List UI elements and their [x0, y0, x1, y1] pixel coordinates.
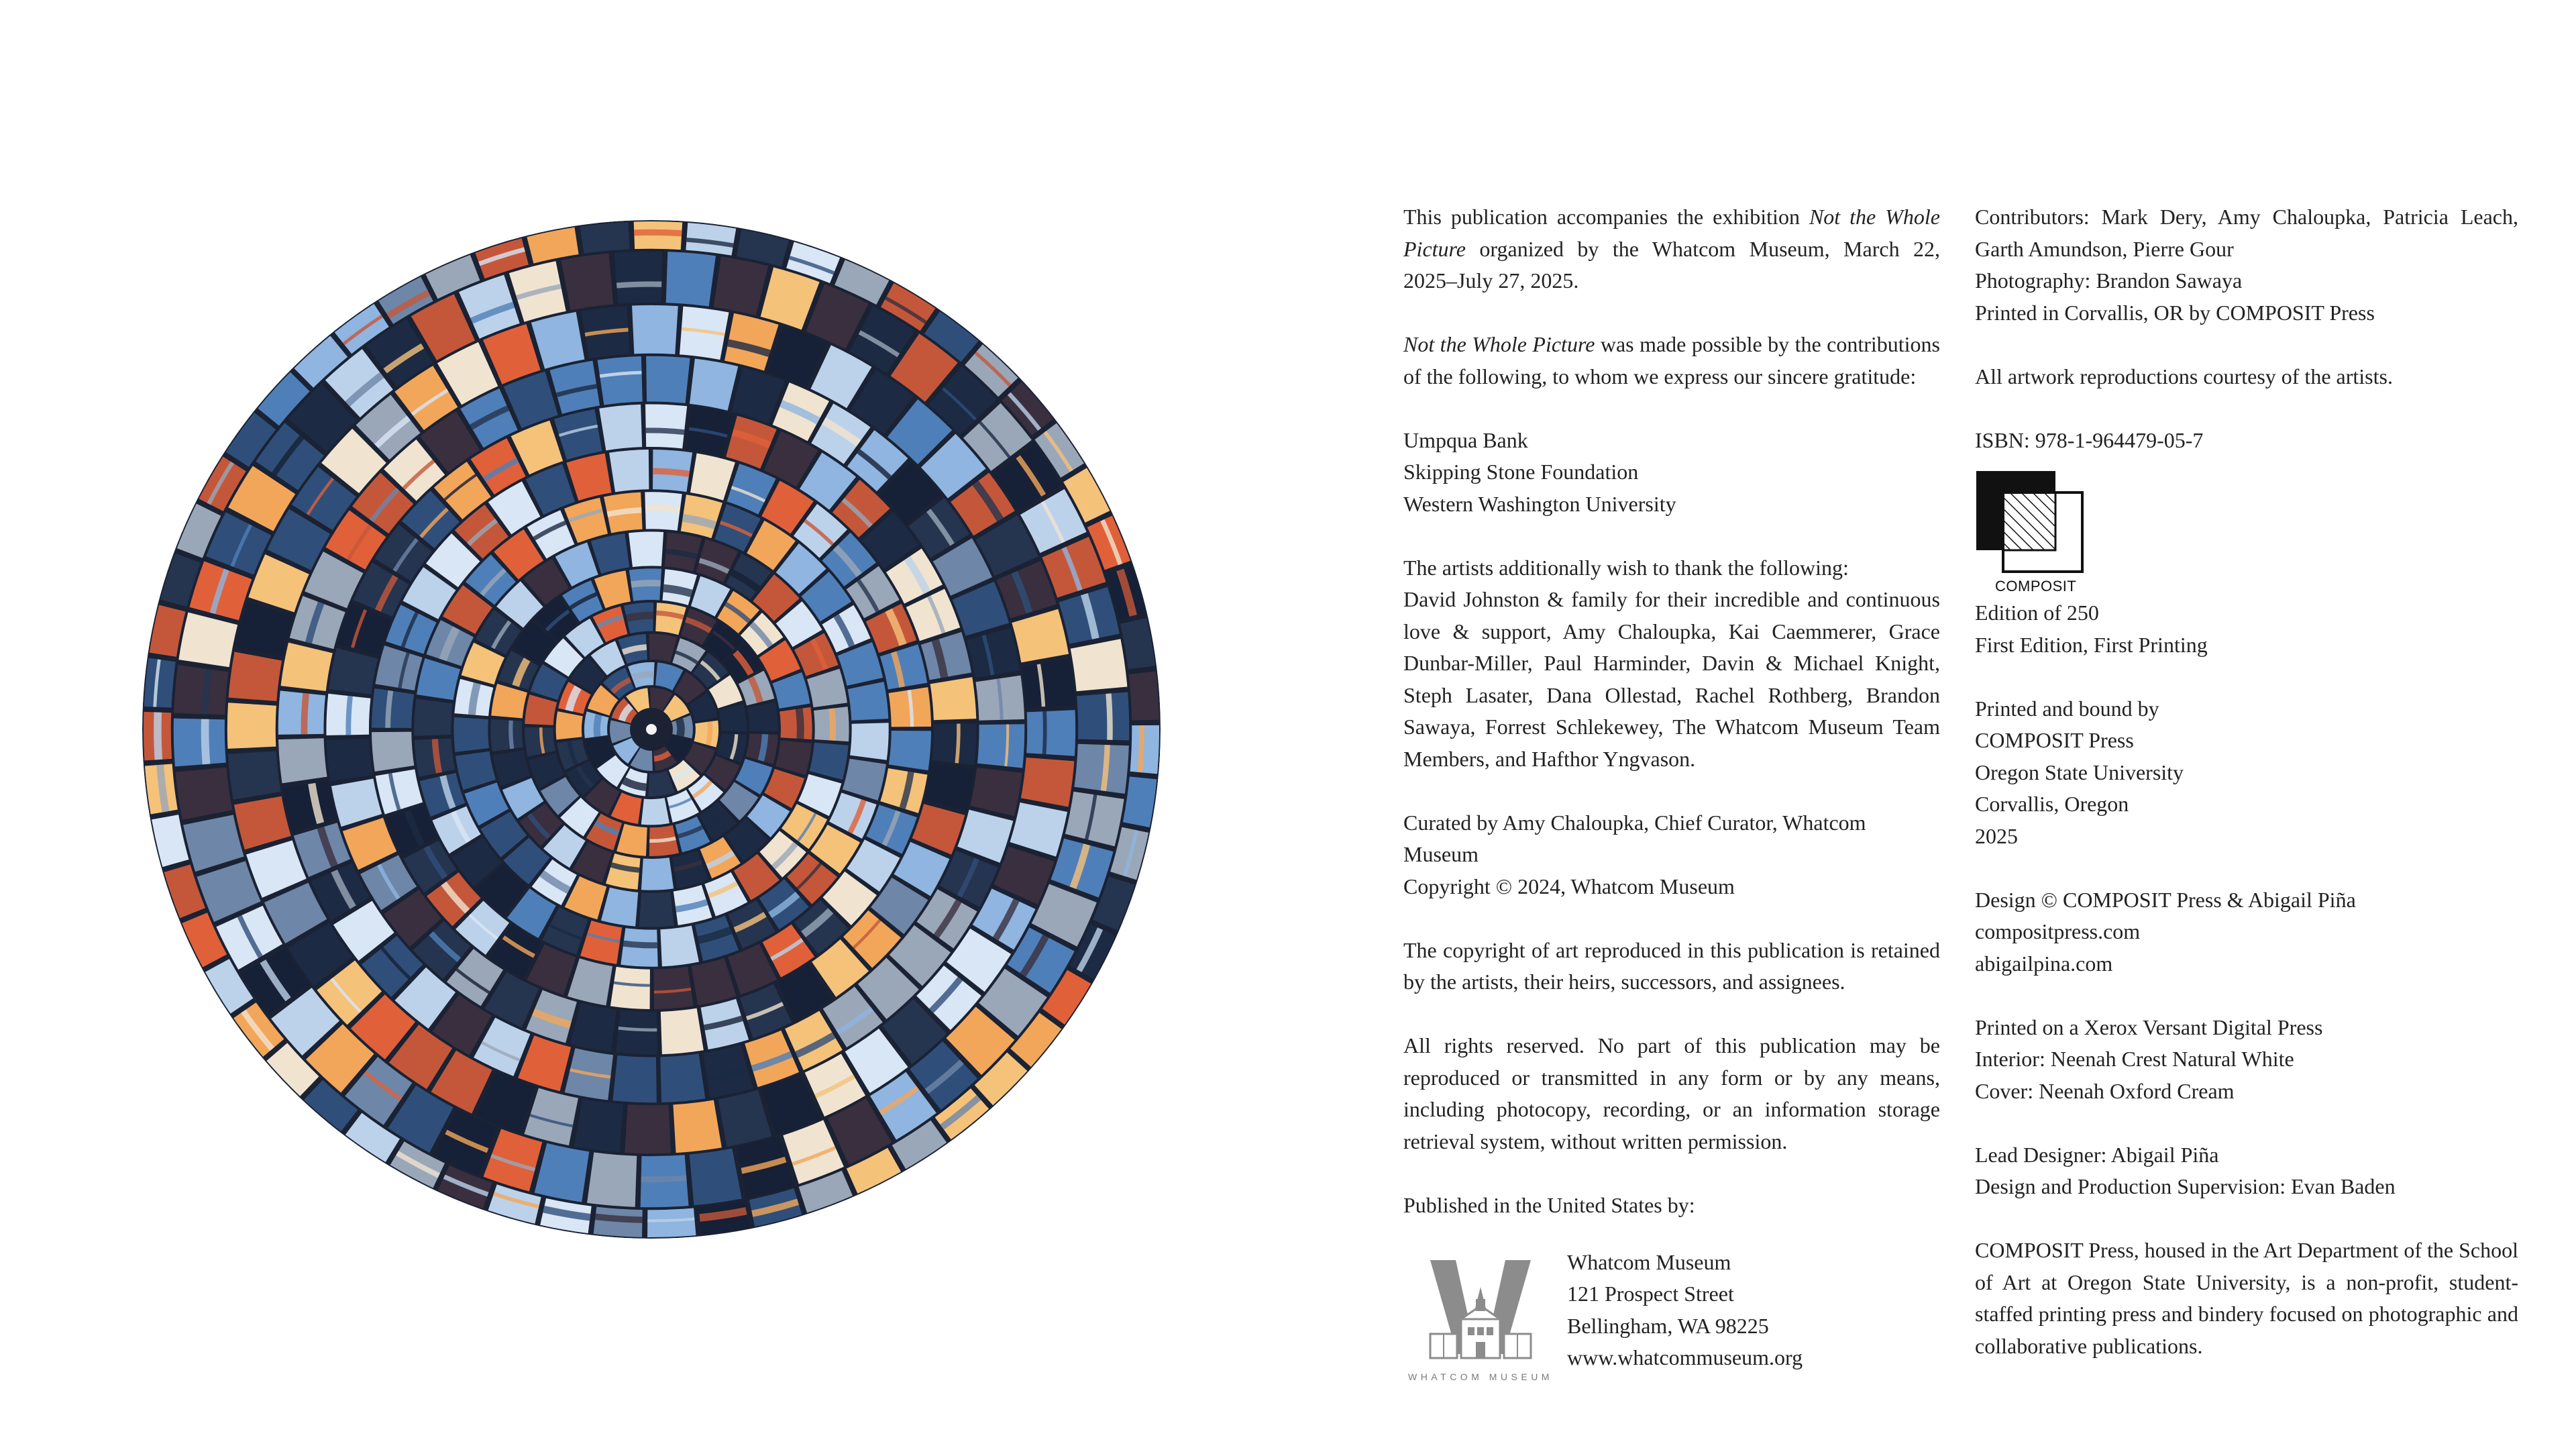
- composit-logo-text: COMPOSIT: [1995, 578, 2077, 594]
- contributors-line: Contributors: Mark Dery, Amy Chaloupka, Patricia Leach, Garth Amundson, Pierre Gour: [1975, 205, 2518, 261]
- whatcom-museum-logo: [1403, 1253, 1558, 1381]
- copyright-line: Copyright © 2024, Whatcom Museum: [1403, 874, 1735, 898]
- published-by: Published in the United States by:: [1403, 1192, 1695, 1217]
- gratitude-note: Not the Whole Picture was made possible by the contributions of the following, to whom we express our sincere gratitude:: [1403, 332, 1941, 388]
- credits-block: [1975, 201, 2518, 329]
- designer-credits: Lead Designer: Abigail Piña Design and Production Supervision: Evan Baden: [1975, 1142, 2396, 1198]
- curated-by: Curated by Amy Chaloupka, Chief Curator, Whatcom Museum: [1403, 810, 1866, 866]
- publisher-address: [1567, 1247, 1803, 1374]
- rights-reserved-note: All rights reserved. No part of this publication may be reproduced or transmitted in any form or by any means, including photocopy, recording, or an information storage retrieval system, without written permission.: [1403, 1033, 1940, 1153]
- address-line: 121 Prospect Street: [1567, 1282, 1734, 1306]
- curation-credit: [1403, 807, 1940, 903]
- photography-line: Photography: Brandon Sawaya: [1975, 268, 2243, 293]
- thanks-intro: The artists additionally wish to thank the following:: [1403, 555, 1849, 580]
- whatcom-logo-mark: [1403, 1253, 1558, 1367]
- thanks-body: David Johnston & family for their incredible and continuous love & support, Amy Chaloupka, Kai Caemmerer, Grace Dunbar-Miller, Paul Harminder, Davin & Michael Knight, Steph Lasater, Dana Ollestad, Rachel Rothberg, Brandon Sawaya, Forrest Schlekewey, The Whatcom Museum Team Members, and Hafthor Yngvason.: [1403, 587, 1940, 771]
- exhibition-title: Not the Whole Picture: [1403, 205, 1941, 261]
- colophon-right-column: [1975, 201, 2518, 1394]
- composit-about: COMPOSIT Press, housed in the Art Department of the School of Art at Oregon State University, is a non-profit, student-staffed printing press and bindery focused on photographic and collaborative publications.: [1975, 1238, 2519, 1358]
- address-line: Whatcom Museum: [1567, 1249, 1731, 1274]
- mosaic-artwork: [142, 220, 1161, 1239]
- publisher-block: [1403, 1249, 1940, 1382]
- address-line: Bellingham, WA 98225: [1567, 1313, 1769, 1338]
- edition-info: Edition of 250 First Edition, First Printing: [1975, 601, 2208, 657]
- website-link: compositpress.com: [1975, 919, 2141, 943]
- colophon-left-column: [1403, 201, 1940, 1381]
- whatcom-logo-text: WHATCOM MUSEUM: [1408, 1371, 1553, 1382]
- design-credits: Design © COMPOSIT Press & Abigail Piña compositpress.com abigailpina.com: [1975, 884, 2518, 980]
- courtesy-note: All artwork reproductions courtesy of the artists.: [1975, 364, 2393, 388]
- art-copyright-note: The copyright of art reproduced in this publication is retained by the artists, their heirs, successors, and assignees.: [1403, 937, 1940, 994]
- exhibition-title: Not the Whole Picture: [1403, 332, 1595, 356]
- sponsor-list: [1403, 425, 1940, 521]
- website-link: abigailpina.com: [1975, 951, 2113, 976]
- isbn: ISBN: 978-1-964479-05-7: [1975, 427, 2204, 452]
- paper-info: Printed on a Xerox Versant Digital Press Interior: Neenah Crest Natural White Cover: Neenah Oxford Cream: [1975, 1015, 2323, 1103]
- publisher-website: www.whatcommuseum.org: [1567, 1345, 1803, 1369]
- composit-logo-mark: [1975, 470, 2089, 577]
- sponsor-item: Western Washington University: [1403, 491, 1676, 516]
- mosaic-image: [142, 220, 1161, 1239]
- artist-thanks: [1403, 552, 1940, 776]
- sponsor-item: Umpqua Bank: [1403, 427, 1528, 452]
- sponsor-item: Skipping Stone Foundation: [1403, 460, 1639, 484]
- printed-in-line: Printed in Corvallis, OR by COMPOSIT Press: [1975, 300, 2375, 325]
- exhibition-note: This publication accompanies the exhibition Not the Whole Picture organized by the Whatcom Museum, March 22, 2025–July 27, 2025.: [1403, 205, 1941, 293]
- composit-logo: [1975, 470, 2089, 597]
- printed-and-bound: Printed and bound by COMPOSIT Press Oregon State University Corvallis, Oregon 2025: [1975, 696, 2184, 848]
